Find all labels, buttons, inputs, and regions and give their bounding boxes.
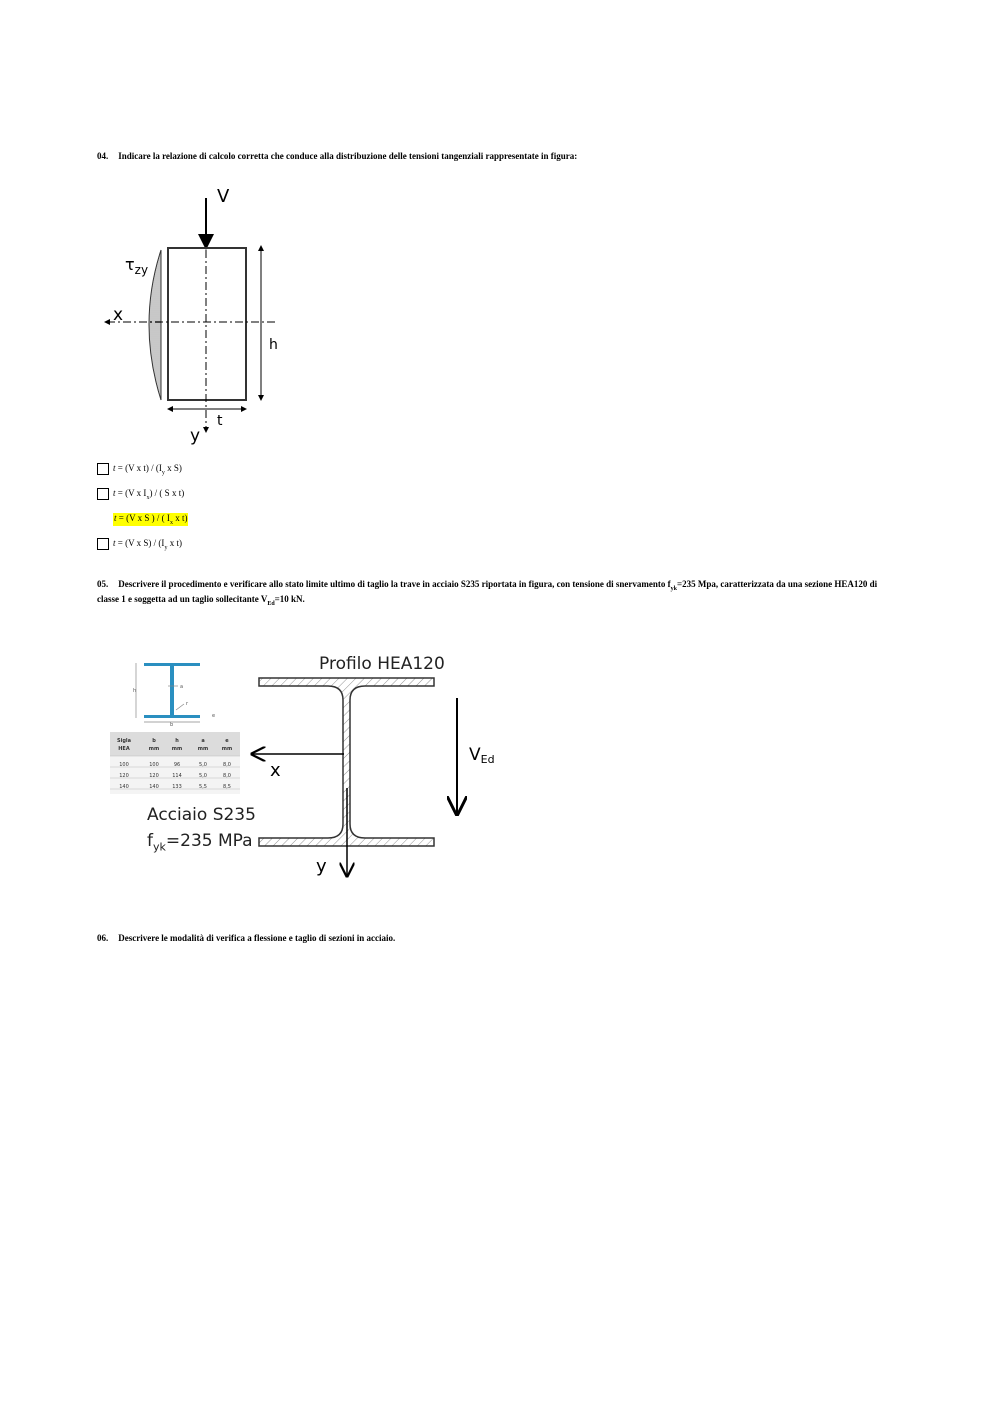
label-y: y — [316, 856, 327, 877]
rectangular-section — [168, 248, 246, 400]
table-cell: 96 — [173, 762, 181, 768]
shear-stress-figure — [95, 178, 295, 448]
table-cell: a — [201, 738, 205, 744]
option-4[interactable] — [97, 538, 182, 551]
tau-parabola — [149, 250, 161, 400]
profile-title: Profilo HEA120 — [319, 654, 445, 674]
steel-label: Acciaio S235 — [147, 805, 256, 825]
table-cell: 120 — [149, 773, 159, 779]
label-v: V — [217, 186, 230, 207]
table-cell: 114 — [172, 773, 182, 779]
table-cell: 5,0 — [199, 762, 207, 768]
option-text-highlighted: t = (V x S ) / ( $I_x$ x t) — [114, 513, 188, 526]
option-2[interactable] — [97, 488, 184, 501]
table-cell: mm — [148, 746, 160, 752]
checkbox[interactable] — [97, 488, 109, 500]
label-t: t — [217, 413, 223, 429]
question-text: Descrivere le modalità di verifica a flessione e taglio di sezioni in acciaio. — [118, 933, 396, 943]
table-cell: 100 — [119, 762, 129, 768]
question-text: Descrivere il procedimento e verificare allo stato limite ultimo di taglio la trave in acciaio S235 riportata in figura, con tensione di snervamento $f_{yk}=235$ Mpa, caratterizzata da una sezione HEA120 di classe 1 e soggetta ad un taglio sollecitante $V_{Ed}=10$ kN. — [97, 579, 878, 607]
question-text: Indicare la relazione di calcolo corretta che conduce alla distribuzione delle tensioni tangenziali rappresentate in figura: — [118, 151, 578, 161]
table-cell: b — [152, 738, 156, 744]
option-text: t = (V x $I_x$) / ( S x t) — [113, 488, 185, 501]
table-cell: 140 — [149, 784, 159, 790]
table-cell: 5,5 — [199, 784, 207, 790]
option-1[interactable] — [97, 463, 182, 476]
question-04 — [97, 151, 577, 161]
table-cell: 5,0 — [199, 773, 207, 779]
table-cell: 8,0 — [223, 762, 231, 768]
svg-text:b: b — [170, 722, 174, 728]
table-cell: e — [225, 738, 229, 744]
label-x: x — [113, 305, 124, 325]
question-number: 06. — [97, 933, 109, 943]
svg-text:r: r — [186, 701, 189, 707]
label-ved: VEd — [469, 745, 495, 766]
checkbox[interactable] — [97, 463, 109, 475]
table-cell: mm — [197, 746, 209, 752]
option-3-correct[interactable] — [97, 513, 188, 526]
label-y: y — [190, 426, 201, 446]
label-h: h — [269, 337, 278, 353]
table-cell: mm — [221, 746, 233, 752]
hea-mini-section — [128, 658, 238, 728]
table-cell: 120 — [119, 773, 129, 779]
hea120-section-figure — [250, 648, 510, 888]
option-text: t = (V x $t) / (I_y$ x S) — [113, 463, 182, 476]
checkbox[interactable] — [97, 538, 109, 550]
svg-text:h: h — [133, 688, 137, 694]
hea-table — [110, 732, 240, 794]
table-cell: HEA — [118, 746, 130, 752]
table-cell: mm — [171, 746, 183, 752]
svg-text:a: a — [180, 684, 184, 690]
table-cell: Sigla — [117, 738, 131, 744]
question-number: 05. — [97, 579, 109, 589]
label-x: x — [270, 760, 281, 781]
svg-text:e: e — [212, 713, 216, 719]
table-cell: 100 — [149, 762, 159, 768]
table-cell: 8,0 — [223, 773, 231, 779]
option-text: t = (V x $S) / (I_y$ x t) — [113, 538, 182, 551]
question-05 — [97, 579, 897, 609]
table-cell: 8,5 — [223, 784, 231, 790]
table-cell: h — [175, 738, 179, 744]
question-06 — [97, 933, 395, 943]
question-number: 04. — [97, 151, 109, 161]
fyk-label: $f_{yk}=235$ MPa — [147, 831, 253, 854]
table-cell: 133 — [172, 784, 182, 790]
label-tau: $\tau_{zy}$ — [125, 255, 149, 277]
table-cell: 140 — [119, 784, 129, 790]
